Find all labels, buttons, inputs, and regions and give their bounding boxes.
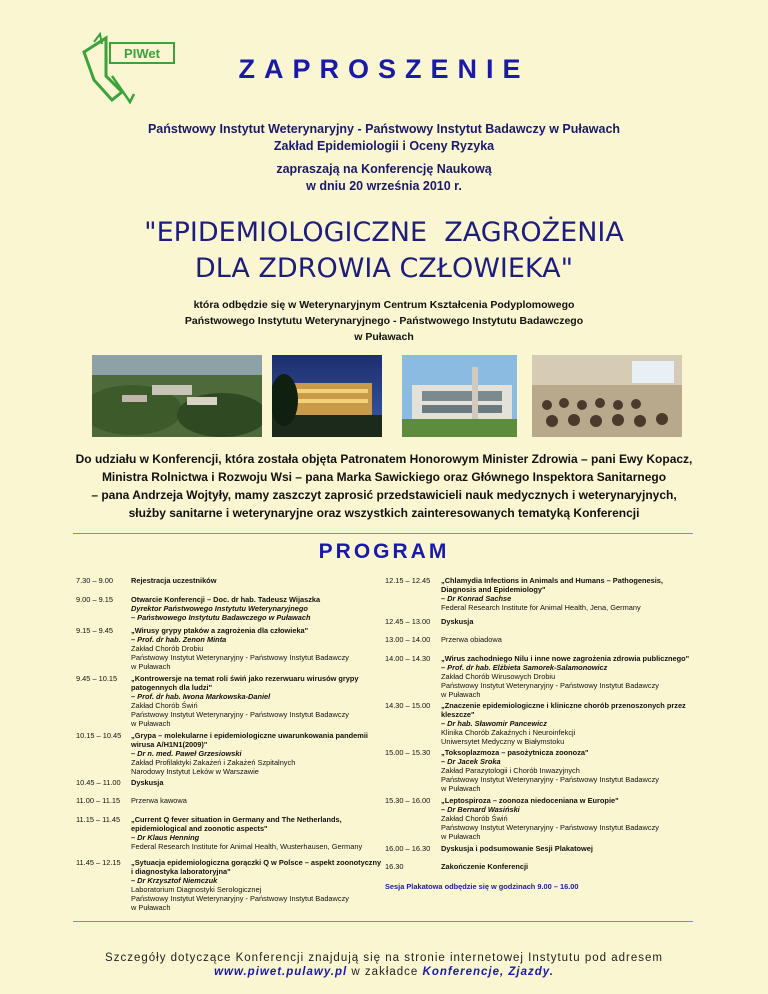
aerial-campus-photo — [92, 355, 262, 437]
patronage-line: Do udziału w Konferencji, która została objęta Patronatem Honorowym Minister Zdrowia – pani Ewy Kopacz, — [75, 452, 693, 466]
program-time: 7.30 – 9.00 — [76, 576, 113, 585]
program-line: Narodowy Instytut Leków w Warszawie — [131, 767, 259, 776]
poster-session-note: Sesja Plakatowa odbędzie się w godzinach 9.00 – 16.00 — [385, 882, 579, 891]
program-time: 14.00 – 14.30 — [385, 654, 431, 663]
program-line: Państwowy Instytut Weterynaryjny - Państwowy Instytut Badawczy — [131, 710, 349, 719]
program-time: 16.30 — [385, 862, 404, 871]
program-line: – Prof. dr hab. Elżbieta Samorek-Salamonowicz — [441, 663, 608, 672]
program-description — [131, 626, 376, 671]
conference-title-line1: "EPIDEMIOLOGICZNE ZAGROŻENIA — [144, 217, 624, 248]
program-line: „Leptospiroza – zoonoza niedoceniana w Europie" — [441, 796, 619, 805]
program-line: „Kontrowersje na temat roli świń jako rezerwuaru wirusów grypy — [131, 674, 359, 683]
program-line: Państwowy Instytut Weterynaryjny - Państwowy Instytut Badawczy — [441, 681, 659, 690]
night-building-photo — [272, 355, 382, 437]
conference-title — [0, 215, 768, 287]
program-time: 10.45 – 11.00 — [76, 778, 121, 787]
program-time: 10.15 – 10.45 — [76, 731, 122, 740]
modern-building-photo — [402, 355, 517, 437]
invitation-line: zapraszają na Konferencję Naukową — [276, 162, 492, 176]
program-line: epidemiological and zoonotic aspects" — [131, 824, 268, 833]
program-time: 15.00 – 15.30 — [385, 748, 431, 757]
program-line: Zakończenie Konferencji — [441, 862, 529, 871]
patronage-text — [60, 450, 708, 522]
program-description — [441, 796, 695, 841]
program-line: – Dr Klaus Henning — [131, 833, 200, 842]
venue-line: Państwowego Instytutu Weterynaryjnego - Państwowego Instytutu Badawczego — [184, 315, 584, 327]
program-line: Zakład Chorób Drobiu — [131, 644, 204, 653]
program-line: kleszcze" — [441, 710, 475, 719]
program-description — [131, 815, 376, 851]
program-line: w Puławach — [131, 719, 171, 728]
program-line: Zakład Chorób Świń — [131, 701, 198, 710]
program-line: „Grypa – molekularne i epidemiologiczne uwarunkowania pandemii — [131, 731, 368, 740]
program-line: w Puławach — [131, 662, 171, 671]
program-line: Rejestracja uczestników — [131, 576, 217, 585]
organizer — [0, 121, 768, 155]
photo-strip — [92, 355, 682, 437]
program-line: Diagnosis and Epidemiology" — [441, 585, 546, 594]
program-time: 11.45 – 12.15 — [76, 858, 121, 867]
program-time: 11.15 – 11.45 — [76, 815, 121, 824]
organizer-name: Państwowy Instytut Weterynaryjny - Państwowy Instytut Badawczy w Puławach — [147, 122, 621, 136]
program-description — [441, 701, 695, 746]
program-line: – Dr Bernard Wasiński — [441, 805, 520, 814]
logo-text: PIWet — [124, 46, 160, 61]
venue-info — [0, 297, 768, 345]
patronage-line: służby sanitarne i weterynaryjne oraz wszystkich zainteresowanych tematyką Konferencji — [128, 506, 640, 520]
patronage-line: – pana Andrzeja Wojtyły, mamy zaszczyt zaprosić przedstawicieli nauk medycznych i weterynaryjnych, — [91, 488, 677, 502]
program-line: Państwowy Instytut Weterynaryjny - Państwowy Instytut Badawczy — [441, 775, 659, 784]
program-line: Państwowy Instytut Weterynaryjny - Państwowy Instytut Badawczy — [441, 823, 659, 832]
program-line: Zakład Chorób Wirusowych Drobiu — [441, 672, 556, 681]
program-line: Zakład Profilaktyki Zakażeń i Zakażeń Szpitalnych — [131, 758, 296, 767]
program-time: 16.00 – 16.30 — [385, 844, 431, 853]
program-description — [441, 617, 695, 626]
program-line: „Znaczenie epidemiologiczne i kliniczne chorób przenoszonych przez — [441, 701, 686, 710]
program-line: wirusa A/H1N1(2009)" — [131, 740, 208, 749]
program-line: Zakład Chorób Świń — [441, 814, 508, 823]
program-line: w Puławach — [441, 784, 481, 793]
program-time: 9.00 – 9.15 — [76, 595, 113, 604]
footer-link-line — [0, 966, 768, 978]
program-line: Dyskusja — [131, 778, 164, 787]
program-line: Dyrektor Państwowego Instytutu Weterynaryjnego — [131, 604, 308, 613]
divider — [73, 921, 693, 922]
program-description — [441, 844, 695, 853]
program-line: Przerwa obiadowa — [441, 635, 502, 644]
program-line: patogennych dla ludzi" — [131, 683, 213, 692]
program-line: Federal Research Institute for Animal Health, Jena, Germany — [441, 603, 641, 612]
page-title: ZAPROSZENIE — [238, 54, 530, 84]
venue-line: w Puławach — [354, 331, 414, 343]
program-line: – Dr Konrad Sachse — [441, 594, 512, 603]
program-description — [131, 595, 376, 622]
program-time: 11.00 – 11.15 — [76, 796, 121, 805]
program-line: Dyskusja — [441, 617, 474, 626]
program-time: 12.15 – 12.45 — [385, 576, 431, 585]
program-line: Przerwa kawowa — [131, 796, 187, 805]
program-description — [131, 778, 376, 787]
program-line: Dyskusja i podsumowanie Sesji Plakatowej — [441, 844, 593, 853]
venue-line: która odbędzie się w Weterynaryjnym Centrum Kształcenia Podyplomowego — [193, 299, 575, 311]
program-line: i diagnostyka laboratoryjna" — [131, 867, 231, 876]
program-line: – Dr n. med. Paweł Grzesiowski — [131, 749, 242, 758]
conference-date: w dniu 20 września 2010 r. — [306, 179, 462, 193]
program-title: PROGRAM — [318, 540, 450, 563]
program-time: 15.30 – 16.00 — [385, 796, 431, 805]
program-line: w Puławach — [441, 690, 481, 699]
program-description — [441, 635, 695, 644]
conference-hall-photo — [532, 355, 682, 437]
program-time: 12.45 – 13.00 — [385, 617, 431, 626]
program-description — [441, 654, 695, 699]
program-line: – Prof. dr hab. Iwona Markowska-Daniel — [131, 692, 271, 701]
program-line: w Puławach — [131, 903, 171, 912]
program-line: „Sytuacja epidemiologiczna gorączki Q w Polsce – aspekt zoonotyczny — [131, 858, 382, 867]
program-line: „Chlamydia Infections in Animals and Humans – Pathogenesis, — [441, 576, 663, 585]
program-description — [441, 862, 695, 871]
program-time: 9.45 – 10.15 — [76, 674, 118, 683]
program-line: – Dr Krzysztof Niemczuk — [131, 876, 218, 885]
website-link[interactable]: www.piwet.pulawy.pl — [214, 966, 348, 978]
conference-title-line2: DLA ZDROWIA CZŁOWIEKA" — [194, 253, 574, 284]
program-description — [131, 576, 376, 585]
program-line: Otwarcie Konferencji – Doc. dr hab. Tadeusz Wijaszka — [131, 595, 321, 604]
section-name: Konferencje, Zjazdy. — [422, 966, 554, 978]
program-line: „Wirus zachodniego Nilu i inne nowe zagrożenia zdrowia publicznego" — [441, 654, 690, 663]
program-description — [441, 748, 695, 793]
program-description — [131, 674, 376, 728]
program-line: w Puławach — [441, 832, 481, 841]
patronage-line: Ministra Rolnictwa i Rozwoju Wsi – pana Marka Sawickiego oraz Głównego Inspektora Sanitarnego — [101, 470, 667, 484]
program-line: „Current Q fever situation in Germany and The Netherlands, — [131, 815, 342, 824]
program-description — [131, 796, 376, 805]
program-line: Klinika Chorób Zakaźnych i Neuroinfekcji — [441, 728, 576, 737]
program-line: „Toksoplazmoza – pasożytnicza zoonoza" — [441, 748, 589, 757]
program-description — [131, 858, 382, 912]
footer-text: Szczegóły dotyczące Konferencji znajdują się na stronie internetowej Instytutu pod adresem — [105, 952, 663, 964]
program-description — [131, 731, 376, 776]
program-description — [441, 576, 695, 612]
program-time: 13.00 – 14.00 — [385, 635, 431, 644]
program-line: – Dr Jacek Sroka — [441, 757, 501, 766]
program-time: 14.30 – 15.00 — [385, 701, 431, 710]
program-line: Zakład Parazytologii i Chorób Inwazyjnych — [441, 766, 580, 775]
program-line: Państwowy Instytut Weterynaryjny - Państwowy Instytut Badawczy — [131, 894, 349, 903]
program-line: Państwowy Instytut Weterynaryjny - Państwowy Instytut Badawczy — [131, 653, 349, 662]
program-line: – Dr hab. Sławomir Pancewicz — [441, 719, 547, 728]
program-line: – Państwowego Instytutu Badawczego w Puławach — [131, 613, 311, 622]
program-line: Federal Research Institute for Animal Health, Wusterhausen, Germany — [131, 842, 363, 851]
program-time: 9.15 – 9.45 — [76, 626, 113, 635]
program-line: – Prof. dr hab. Zenon Minta — [131, 635, 227, 644]
divider — [73, 533, 693, 534]
invitation-text — [0, 161, 768, 195]
footer-middle: w zakładce — [347, 966, 423, 978]
program-line: „Wirusy grypy ptaków a zagrożenia dla człowieka" — [131, 626, 309, 635]
organizer-department: Zakład Epidemiologii i Oceny Ryzyka — [273, 139, 495, 153]
program-line: Uniwersytet Medyczny w Białymstoku — [441, 737, 565, 746]
program-line: Laboratorium Diagnostyki Serologicznej — [131, 885, 262, 894]
